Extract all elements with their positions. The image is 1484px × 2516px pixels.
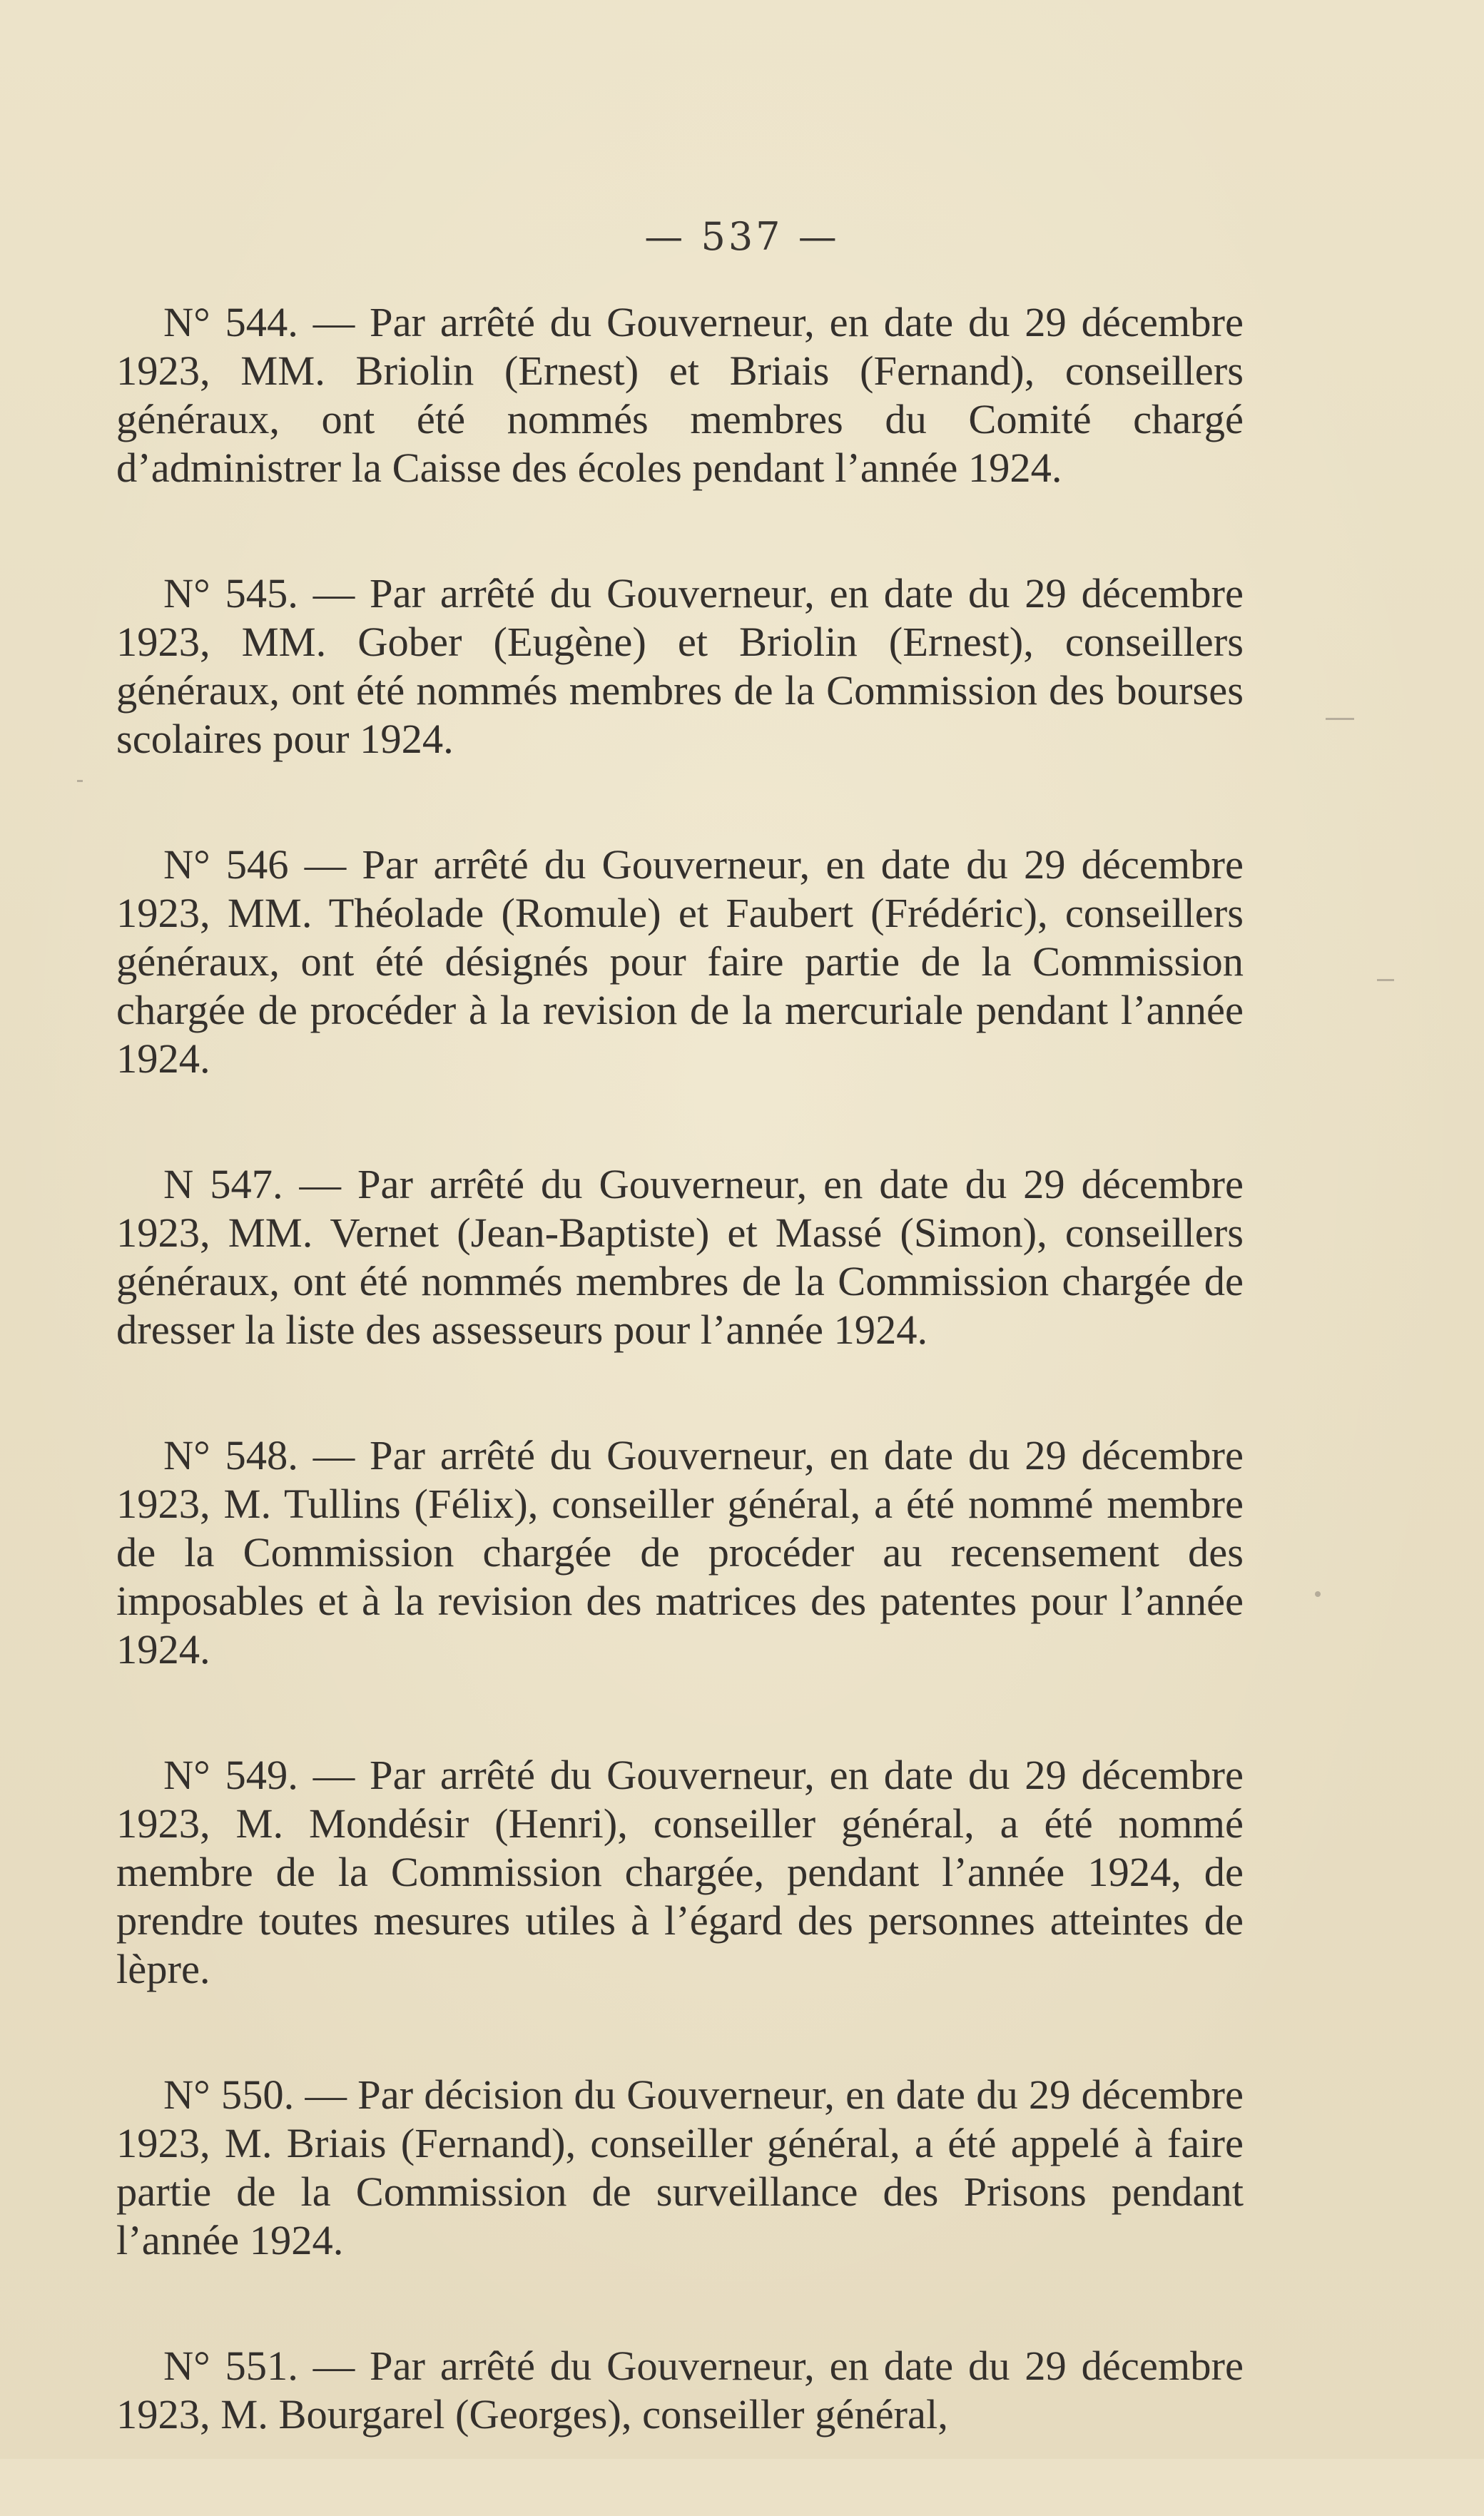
entry-548: N° 548. — Par arrêté du Gouverneur, en date du 29 décembre 1923, M. Tullins (Félix), conseiller général, a été nommé membre de la Commission chargée de procéder au recensement des imposables et à la revision des matrices des patentes pour l’année 1924.	[116, 1432, 1244, 1673]
entry-547: N 547. — Par arrêté du Gouverneur, en date du 29 décembre 1923, MM. Vernet (Jean-Baptiste) et Massé (Simon), conseillers généraux, ont été nommés membres de la Commission chargée de dresser la liste des assesseurs pour l’année 1924.	[116, 1161, 1244, 1353]
paper-speck	[1326, 718, 1354, 720]
entry-544: N° 544. — Par arrêté du Gouverneur, en date du 29 décembre 1923, MM. Briolin (Ernest) et Briais (Fernand), conseillers généraux, ont été nommés membres du Comité chargé d’administrer la Caisse des écoles pendant l’année 1924.	[116, 299, 1244, 491]
paper-speck	[1377, 979, 1394, 981]
entry-545: N° 545. — Par arrêté du Gouverneur, en date du 29 décembre 1923, MM. Gober (Eugène) et Briolin (Ernest), conseillers généraux, ont été nommés membres de la Commission des bourses scolaires pour 1924.	[116, 570, 1244, 762]
entries-list	[116, 298, 1244, 2516]
paper-speck	[77, 780, 83, 782]
entry-546: N° 546 — Par arrêté du Gouverneur, en date du 29 décembre 1923, MM. Théolade (Romule) et Faubert (Frédéric), conseillers généraux, ont été désignés pour faire partie de la Commission chargée de procéder à la revision de la mercuriale pendant l’année 1924.	[116, 841, 1244, 1082]
entry-550: N° 550. — Par décision du Gouverneur, en date du 29 décembre 1923, M. Briais (Fernand), conseiller général, a été appelé à faire partie de la Commission de surveillance des Prisons pendant l’année 1924.	[116, 2071, 1244, 2263]
entry-551: N° 551. — Par arrêté du Gouverneur, en date du 29 décembre 1923, M. Bourgarel (Georges), conseiller général,	[116, 2343, 1244, 2438]
paper-speck	[1315, 1591, 1321, 1597]
page-number: — 537 —	[644, 214, 840, 259]
entry-549: N° 549. — Par arrêté du Gouverneur, en date du 29 décembre 1923, M. Mondésir (Henri), conseiller général, a été nommé membre de la Commission chargée, pendant l’année 1924, de prendre toutes mesures utiles à l’égard des personnes atteintes de lèpre.	[116, 1752, 1244, 1992]
